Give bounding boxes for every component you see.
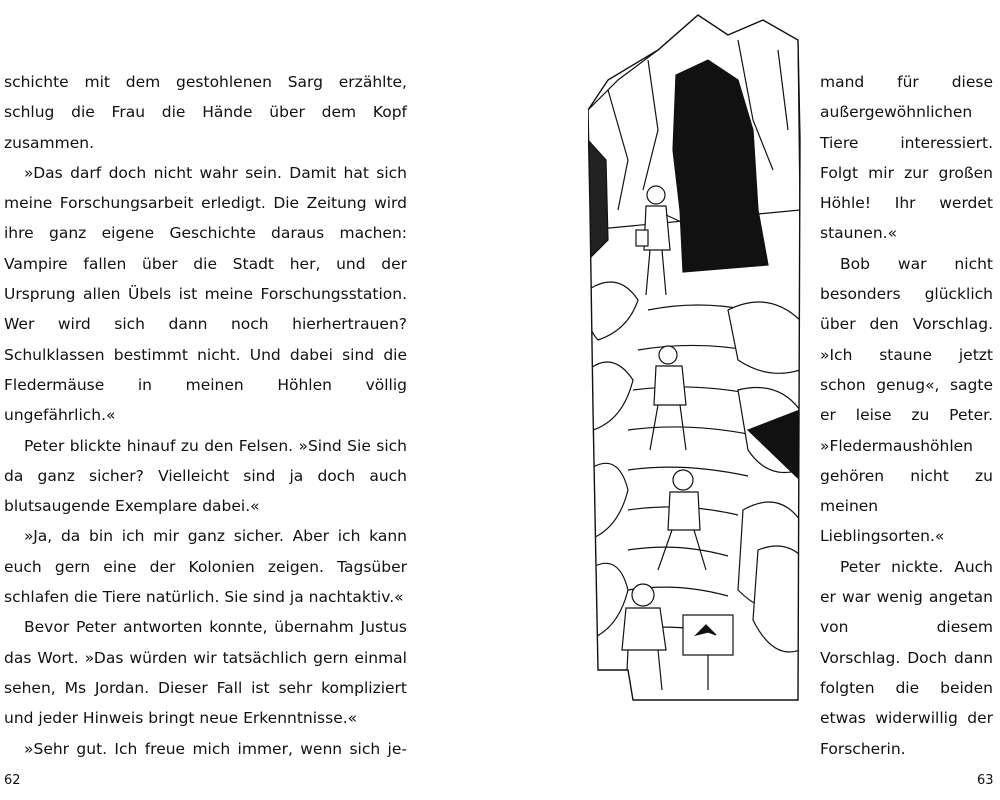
paragraph: schichte mit dem gestohlenen Sarg erzählte, schlug die Frau die Hände über dem Kopf zusammen. [4, 73, 407, 152]
page-number-right: 63 [977, 773, 994, 788]
paragraph: Peter nickte. Auch er war wenig angetan von diesem Vorschlag. Doch dann folgten die beiden etwas widerwillig der Forscherin. [820, 557, 993, 758]
paragraph: Peter blickte hinauf zu den Felsen. »Sind Sie sich da ganz sicher? Vielleicht sind ja doch auch blutsaugende Exemplare dabei.« [4, 436, 407, 516]
paragraph: »Sehr gut. Ich freue mich immer, wenn sich je- [24, 739, 407, 758]
paragraph: Bevor Peter antworten konnte, übernahm Justus das Wort. »Das würden wir tatsächlich gern einmal sehen, Ms Jordan. Dieser Fall ist sehr kompliziert und jeder Hinweis bringt neue Erkenntnisse.« [4, 618, 407, 728]
paragraph: »Das darf doch nicht wahr sein. Damit hat sich meine Forschungsarbeit erledigt. Die Zeitung wird ihre ganz eigene Geschichte daraus machen: Vampire fallen über die Stadt her, und der Ursprung allen Übels ist meine Forschungsstation. Wer wird sich dann noch hierhertrauen? Schulklassen bestimmt nicht. Und dabei sind die Fledermäuse in meinen Höhlen völlig ungefährlich.« [4, 163, 407, 425]
cave-path-illustration-icon [588, 10, 810, 710]
right-page [500, 0, 1000, 800]
right-text-column [820, 67, 993, 764]
paragraph: »Ja, da bin ich mir ganz sicher. Aber ich kann euch gern eine der Kolonien zeigen. Tagsüber schlafen die Tiere natürlich. Sie sind ja nachtaktiv.« [4, 527, 407, 607]
paragraph: Bob war nicht besonders glücklich über den Vorschlag. »Ich staune jetzt schon genug«, sagte er leise zu Peter. »Fledermaushöhlen gehören nicht zu meinen Lieblingsorten.« [820, 254, 993, 546]
page-number-left: 62 [4, 773, 21, 788]
left-text-column [4, 67, 407, 764]
paragraph: mand für diese außergewöhnlichen Tiere interessiert. Folgt mir zur großen Höhle! Ihr werdet staunen.« [820, 73, 993, 243]
